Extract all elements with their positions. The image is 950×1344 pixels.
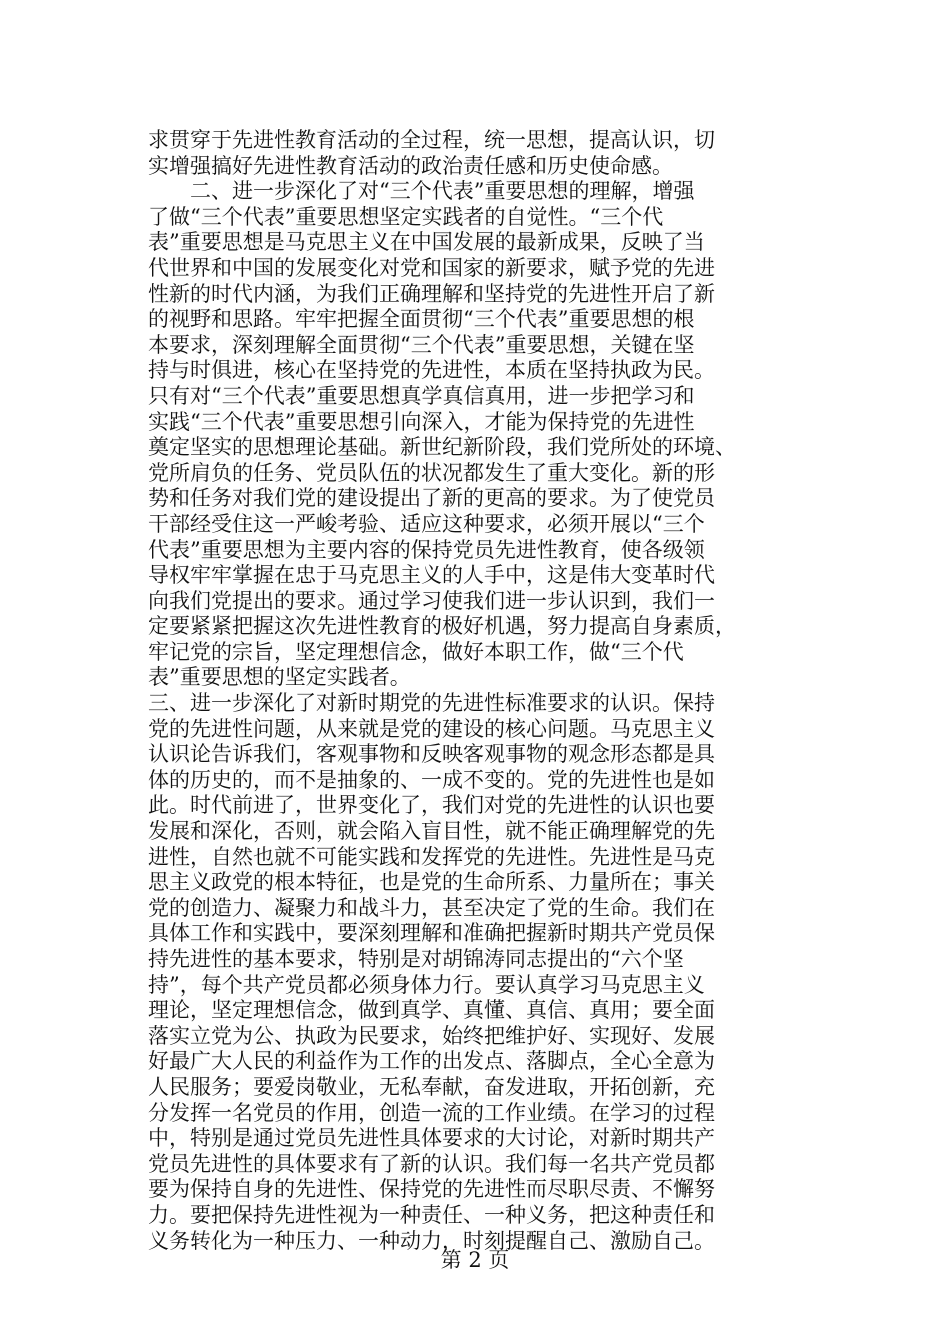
text-line: 二、进一步深化了对“三个代表”重要思想的理解，增强 <box>148 179 695 204</box>
text-line: 发展和深化，否则，就会陷入盲目性，就不能正确理解党的先 <box>148 819 715 844</box>
text-line: 具体工作和实践中，要深刻理解和准确把握新时期共产党员保 <box>148 921 715 946</box>
text-line: 定要紧紧把握这次先进性教育的极好机遇，努力提高自身素质， <box>148 614 736 639</box>
text-line: 党的先进性问题，从来就是党的建设的核心问题。马克思主义 <box>148 716 715 741</box>
text-line: 牢记党的宗旨，坚定理想信念，做好本职工作，做“三个代 <box>148 639 684 664</box>
text-line: 认识论告诉我们，客观事物和反映客观事物的观念形态都是具 <box>148 742 715 767</box>
text-line: 持”，每个共产党员都必须身体力行。要认真学习马克思主义 <box>148 972 705 997</box>
text-line: 代表”重要思想为主要内容的保持党员先进性教育，使各级领 <box>148 537 705 562</box>
text-line: 进性，自然也就不可能实践和发挥党的先进性。先进性是马克 <box>148 844 715 869</box>
text-line: 党的创造力、凝聚力和战斗力，甚至决定了党的生命。我们在 <box>148 895 715 920</box>
text-line: 中，特别是通过党员先进性具体要求的大讨论，对新时期共产 <box>148 1126 715 1151</box>
text-line: 力。要把保持先进性视为一种责任、一种义务，把这种责任和 <box>148 1202 715 1227</box>
text-line: 势和任务对我们党的建设提出了新的更高的要求。为了使党员 <box>148 486 715 511</box>
text-line: 持先进性的基本要求，特别是对胡锦涛同志提出的“六个坚 <box>148 947 684 971</box>
text-line: 理论，坚定理想信念，做到真学、真懂、真信、真用；要全面 <box>148 998 715 1023</box>
text-line: 向我们党提出的要求。通过学习使我们进一步认识到，我们一 <box>148 588 715 613</box>
text-line: 好最广大人民的利益作为工作的出发点、落脚点，全心全意为 <box>148 1049 715 1074</box>
body-text <box>148 128 812 1254</box>
text-line: 实增强搞好先进性教育活动的政治责任感和历史使命感。 <box>148 153 673 178</box>
text-line: 导权牢牢掌握在忠于马克思主义的人手中，这是伟大变革时代 <box>148 563 715 588</box>
text-line: 的视野和思路。牢牢把握全面贯彻“三个代表”重要思想的根 <box>148 307 695 332</box>
text-line: 人民服务；要爱岗敬业，无私奉献，奋发进取，开拓创新，充 <box>148 1074 715 1099</box>
text-line: 代世界和中国的发展变化对党和国家的新要求，赋予党的先进 <box>148 255 715 280</box>
text-line: 义务转化为一种压力、一种动力，时刻提醒自己、激励自己。 <box>148 1228 715 1253</box>
text-line: 分发挥一名党员的作用，创造一流的工作业绩。在学习的过程 <box>148 1100 715 1125</box>
text-line: 了做“三个代表”重要思想坚定实践者的自觉性。“三个代 <box>148 204 664 229</box>
page-number: 第 2 页 <box>440 1248 510 1272</box>
text-line: 要为保持自身的先进性、保持党的先进性而尽职尽责、不懈努 <box>148 1177 715 1202</box>
text-line: 只有对“三个代表”重要思想真学真信真用，进一步把学习和 <box>148 383 695 408</box>
text-line: 思主义政党的根本特征，也是党的生命所系、力量所在；事关 <box>148 870 715 895</box>
text-line: 落实立党为公、执政为民要求，始终把维护好、实现好、发展 <box>148 1023 715 1048</box>
text-line: 本要求，深刻理解全面贯彻“三个代表”重要思想，关键在坚 <box>148 332 695 357</box>
text-line: 持与时俱进，核心在坚持党的先进性，本质在坚持执政为民。 <box>148 358 715 383</box>
text-line: 表”重要思想的坚定实践者。 <box>148 665 411 690</box>
text-line: 党所肩负的任务、党员队伍的状况都发生了重大变化。新的形 <box>148 460 715 485</box>
text-line: 干部经受住这一严峻考验、适应这种要求，必须开展以“三个 <box>148 511 705 536</box>
text-line: 性新的时代内涵，为我们正确理解和坚持党的先进性开启了新 <box>148 281 715 306</box>
text-line: 表”重要思想是马克思主义在中国发展的最新成果，反映了当 <box>148 230 705 255</box>
text-line: 三、进一步深化了对新时期党的先进性标准要求的认识。保持 <box>148 691 715 716</box>
text-line: 体的历史的，而不是抽象的、一成不变的。党的先进性也是如 <box>148 767 715 792</box>
text-line: 奠定坚实的思想理论基础。新世纪新阶段，我们党所处的环境、 <box>148 435 736 460</box>
text-line: 求贯穿于先进性教育活动的全过程，统一思想，提高认识，切 <box>148 128 715 152</box>
text-line: 此。时代前进了，世界变化了，我们对党的先进性的认识也要 <box>148 793 715 818</box>
text-line: 实践“三个代表”重要思想引向深入，才能为保持党的先进性 <box>148 409 695 434</box>
text-line: 党员先进性的具体要求有了新的认识。我们每一名共产党员都 <box>148 1151 715 1176</box>
